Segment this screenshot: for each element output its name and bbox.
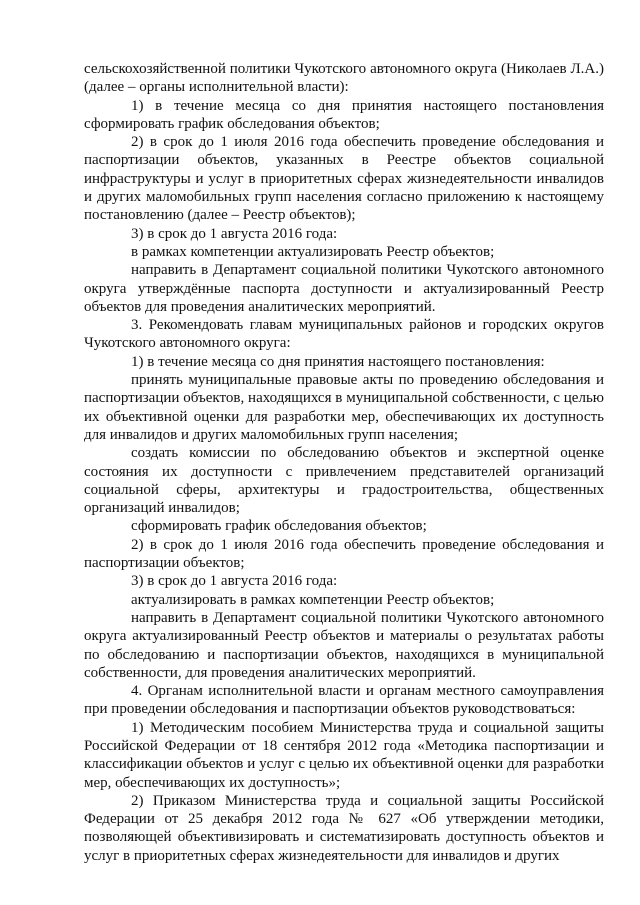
paragraph: 2) в срок до 1 июля 2016 года обеспечить проведение обследования и паспортизации объектов; bbox=[84, 536, 604, 572]
paragraph: 3) в срок до 1 августа 2016 года: bbox=[131, 573, 338, 590]
paragraph: в рамках компетенции актуализировать Реестр объектов; bbox=[131, 243, 495, 260]
paragraph: направить в Департамент социальной политики Чукотского автономного округа утверждённые паспорта доступности и актуализированный Реестр объектов для проведения аналитических мероприятий. bbox=[84, 262, 604, 315]
paragraph: сформировать график обследования объектов; bbox=[131, 518, 427, 535]
paragraph: 2) Приказом Министерства труда и социальной защиты Российской Федерации от 25 декабря 2012 года № 627 «Об утверждении методики, позволяющей объективизировать и систематизировать доступность объектов и услуг в приоритетных сферах жизнедеятельности для инвалидов и других bbox=[84, 792, 604, 864]
paragraph: направить в Департамент социальной политики Чукотского автономного округа актуализированный Реестр объектов и материалы о результатах работы по обследованию и паспортизации объектов, находящихся в муниципальной собственности, для проведения аналитических мероприятий. bbox=[84, 609, 604, 681]
paragraph: 2) в срок до 1 июля 2016 года обеспечить проведение обследования и паспортизации объектов, указанных в Реестре объектов социальной инфраструктуры и услуг в приоритетных сферах жизнедеятельности инвалидов и других маломобильных групп населения согласно приложению к настоящему постановлению (далее – Реестр объектов); bbox=[84, 134, 604, 224]
paragraph: 4. Органам исполнительной власти и органам местного самоуправления при проведении обследования и паспортизации объектов руководствоваться: bbox=[84, 683, 604, 718]
paragraph: принять муниципальные правовые акты по проведению обследования и паспортизации объектов, находящихся в муниципальной собственности, с целью их объективной оценки для разработки мер, обеспечивающих их доступность для инвалидов и других маломобильных групп населения; bbox=[84, 372, 604, 443]
paragraph: 1) Методическим пособием Министерства труда и социальной защиты Российской Федерации от 18 сентября 2012 года «Методика паспортизации и классификации объектов и услуг с целью их объективной оценки для разработки мер, обеспечивающих их доступность»; bbox=[84, 719, 604, 791]
document-page bbox=[84, 60, 604, 865]
paragraph: 3. Рекомендовать главам муниципальных районов и городских округов Чукотского автономного округа: bbox=[84, 317, 604, 352]
paragraph: 1) в течение месяца со дня принятия настоящего постановления сформировать график обследования объектов; bbox=[84, 97, 604, 132]
paragraph: актуализировать в рамках компетенции Реестр объектов; bbox=[131, 591, 495, 608]
paragraph: 3) в срок до 1 августа 2016 года: bbox=[131, 225, 338, 242]
paragraph: 1) в течение месяца со дня принятия настоящего постановления: bbox=[131, 353, 545, 370]
paragraph: сельскохозяйственной политики Чукотского автономного округа (Николаев Л.А.) (далее – органы исполнительной власти): bbox=[84, 61, 604, 96]
paragraph: создать комиссии по обследованию объектов и экспертной оценке состояния их доступности с привлечением представителей организаций социальной сферы, архитектуры и градостроительства, общественных организаций инвалидов; bbox=[84, 445, 604, 517]
